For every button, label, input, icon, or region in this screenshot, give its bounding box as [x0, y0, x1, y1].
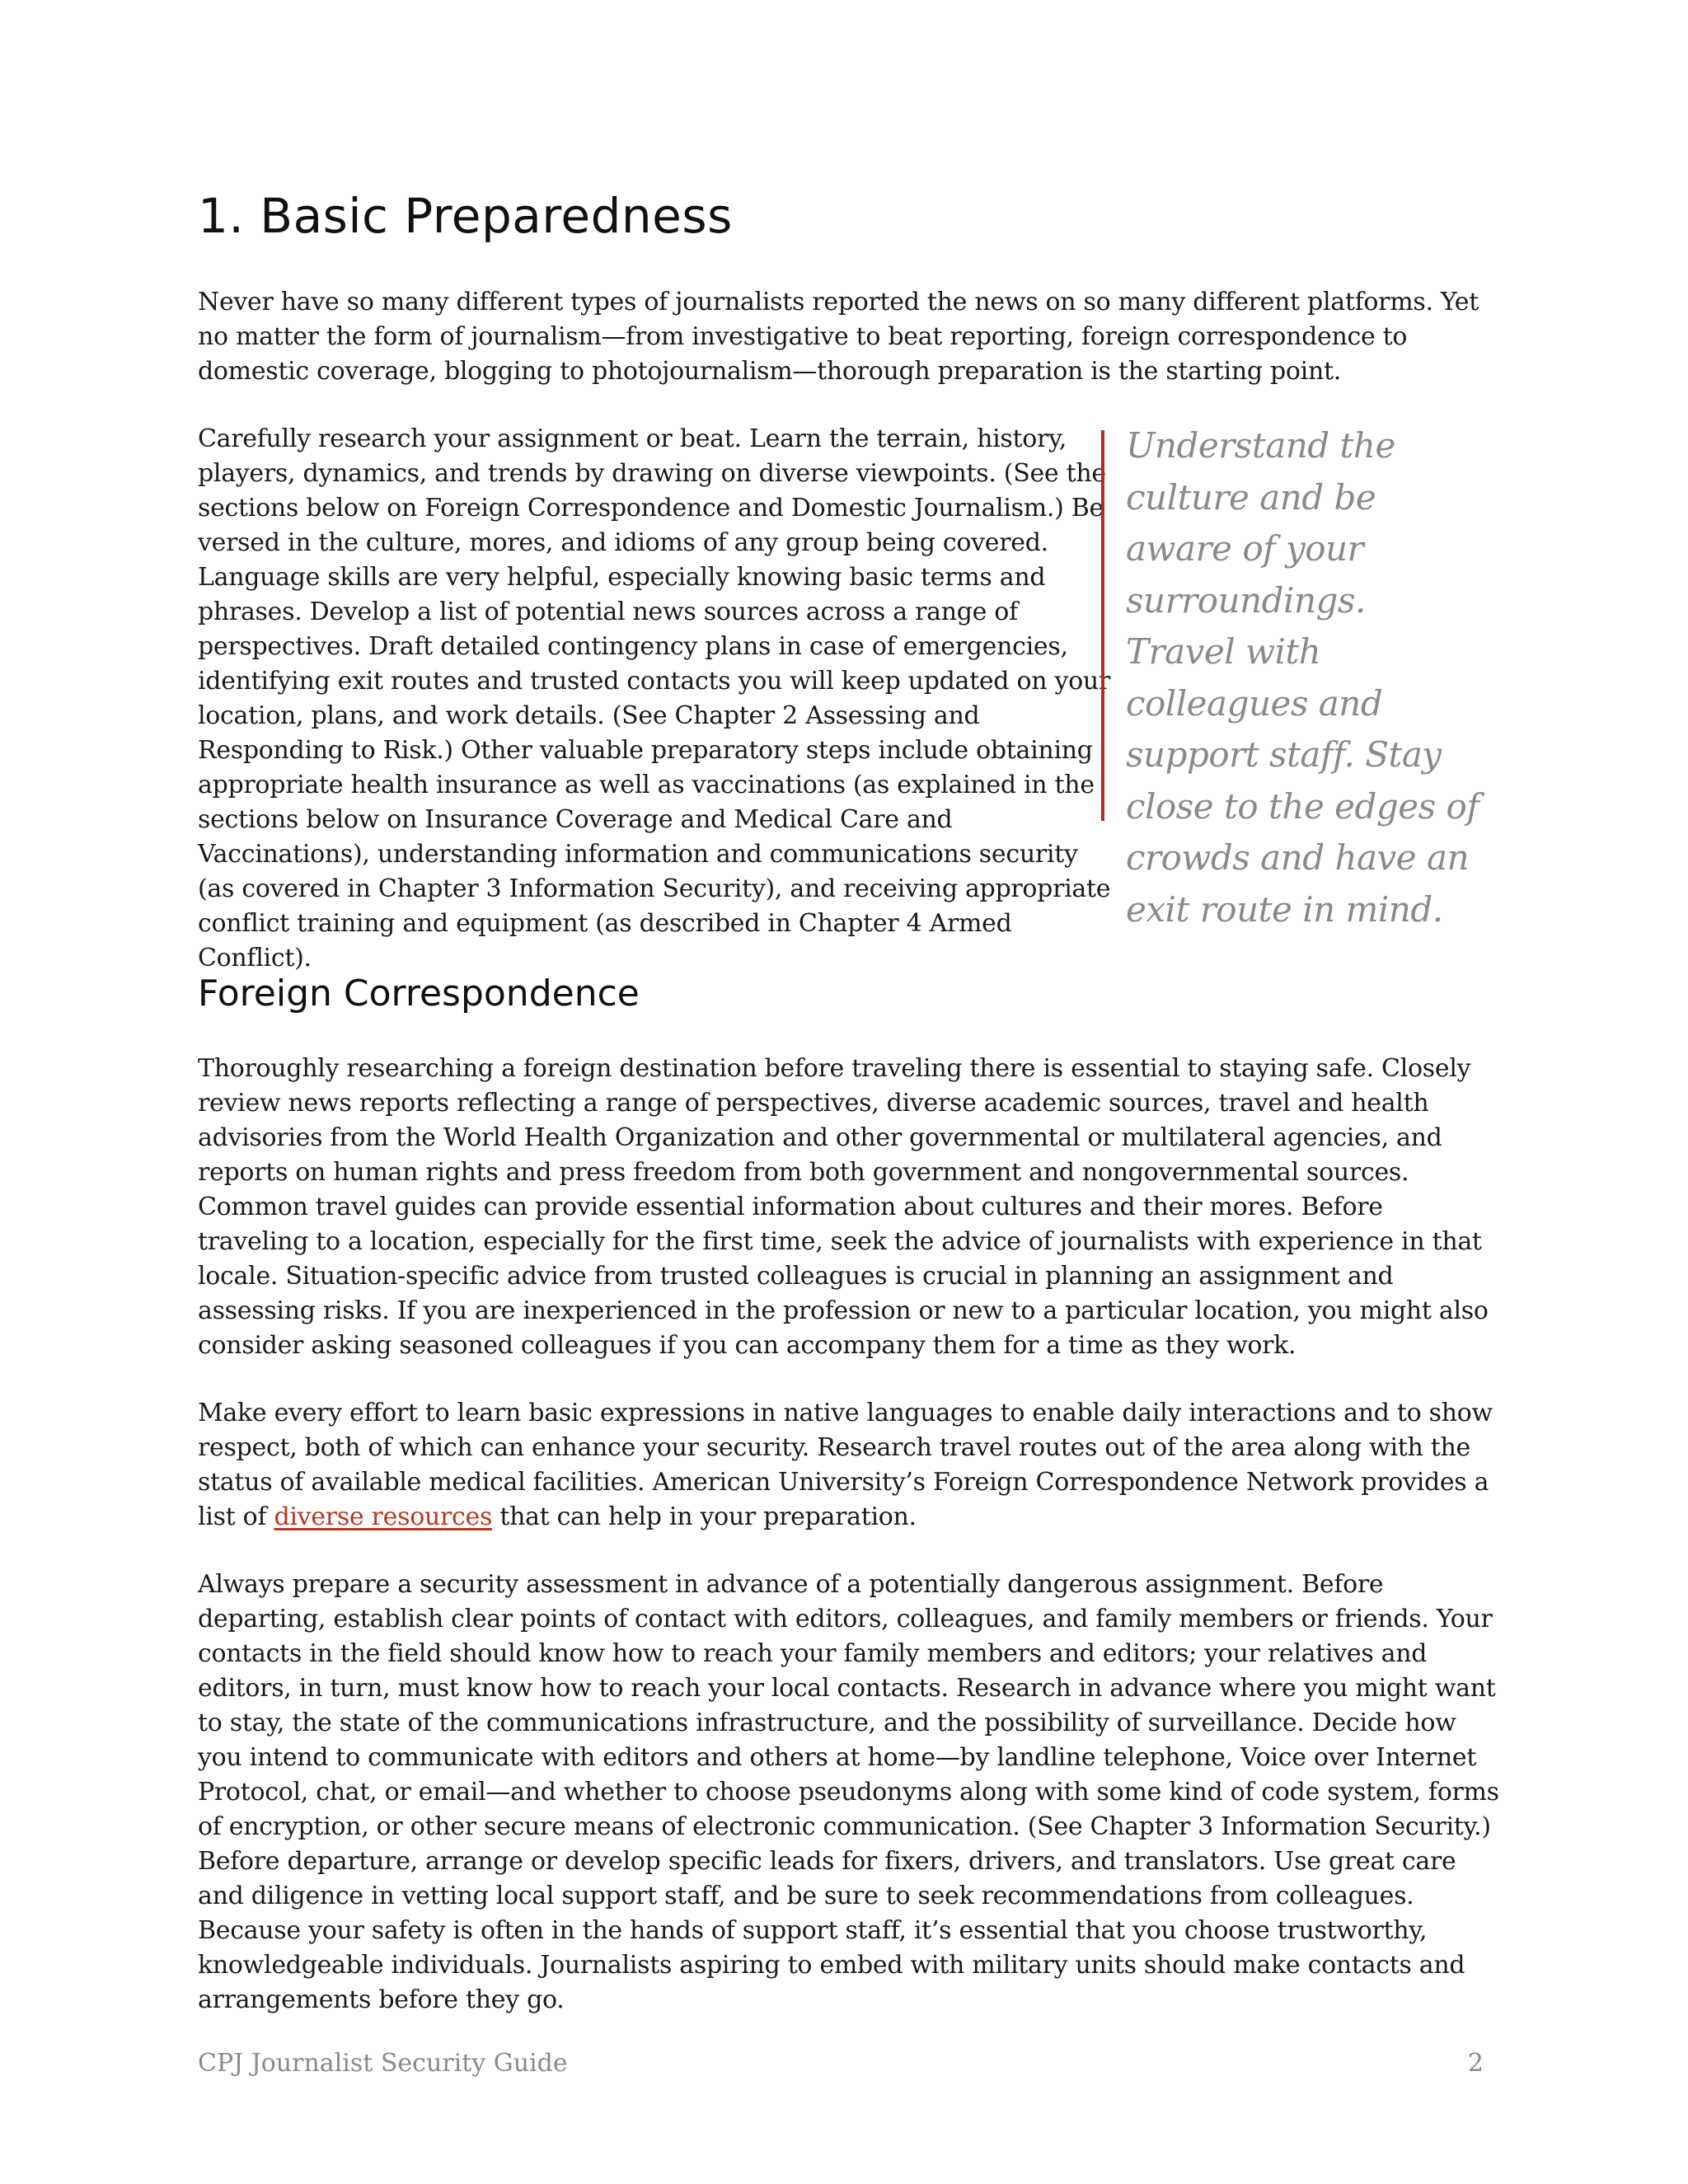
page-number: 2 [1467, 2049, 1484, 2078]
foreign-paragraph-1: Thoroughly researching a foreign destination before traveling there is essential to staying safe. Closely review news reports reflecting a range of perspectives, diverse academic sources, travel and health advisories from the World Health Organization and other governmental or multilateral agencies, and reports on human rights and press freedom from both government and nongovernmental sources. Common travel guides can provide essential information about cultures and their mores. Before traveling to a location, especially for the first time, seek the advice of journalists with experience in that locale. Situation-specific advice from trusted colleagues is crucial in planning an assignment and assessing risks. If you are inexperienced in the profession or new to a particular location, you might also consider asking seasoned colleagues if you can accompany them for a time as they work. [198, 1054, 1489, 1360]
page-title: 1. Basic Preparedness [198, 188, 733, 244]
research-paragraph: Carefully research your assignment or beat. Learn the terrain, history, players, dynamics, and trends by drawing on diverse viewpoints. (See the sections below on Foreign Correspondence and Domestic Journalism.) Be versed in the culture, mores, and idioms of any group being covered. Language skills are very helpful, especially knowing basic terms and phrases. Develop a list of potential news sources across a range of perspectives. Draft detailed contingency plans in case of emergencies, identifying exit routes and trusted contacts you will keep updated on your location, plans, and work details. (See Chapter 2 Assessing and Responding to Risk.) Other valuable preparatory steps include obtaining appropriate health insurance as well as vaccinations (as explained in the sections below on Insurance Coverage and Medical Care and Vaccinations), understanding information and communications security (as covered in Chapter 3 Information Security), and receiving appropriate conflict training and equipment (as described in Chapter 4 Armed Conflict). [198, 424, 1111, 972]
foreign-paragraph-2 [198, 1396, 1500, 1535]
intro-paragraph: Never have so many different types of journalists reported the news on so many different platforms. Yet no matter the form of journalism—from investigative to beat reporting, foreign correspondence to domestic coverage, blogging to photojournalism—thorough preparation is the starting point. [198, 288, 1479, 386]
foreign-paragraph-2-text-after: that can help in your preparation. [492, 1502, 917, 1531]
foreign-paragraph-3: Always prepare a security assessment in advance of a potentially dangerous assignment. Before departing, establish clear points of contact with editors, colleagues, and family members or friends. Your contacts in the field should know how to reach your family members and editors; your relatives and editors, in turn, must know how to reach your local contacts. Research in advance where you might want to stay, the state of the communications infrastructure, and the possibility of surveillance. Decide how you intend to communicate with editors and others at home—by landline telephone, Voice over Internet Protocol, chat, or email—and whether to choose pseudonyms along with some kind of code system, forms of encryption, or other secure means of electronic communication. (See Chapter 3 Information Security.) Before departure, arrange or develop specific leads for fixers, drivers, and translators. Use great care and diligence in vetting local support staff, and be sure to seek recommendations from colleagues. Because your safety is often in the hands of support staff, it’s essential that you choose trustworthy, knowledgeable individuals. Journalists aspiring to embed with military units should make contacts and arrangements before they go. [198, 1570, 1499, 2014]
footer-title: CPJ Journalist Security Guide [198, 2049, 568, 2078]
pull-quote-text: Understand the culture and be aware of your surroundings. Travel with colleagues and support staff. Stay close to the edges of crowds and have an exit route in mind. [1126, 425, 1479, 930]
foreign-paragraph-2-text-before: Make every effort to learn basic expressions in native languages to enable daily interactions and to show respect, both of which can enhance your security. Research travel routes out of the area along with the status of available medical facilities. American University’s Foreign Correspondence Network provides a list of [198, 1399, 1493, 1531]
pull-quote [1101, 425, 1480, 930]
document-page [198, 0, 1500, 2184]
diverse-resources-link[interactable]: diverse resources [274, 1502, 493, 1531]
section-heading-foreign-correspondence: Foreign Correspondence [198, 972, 640, 1015]
